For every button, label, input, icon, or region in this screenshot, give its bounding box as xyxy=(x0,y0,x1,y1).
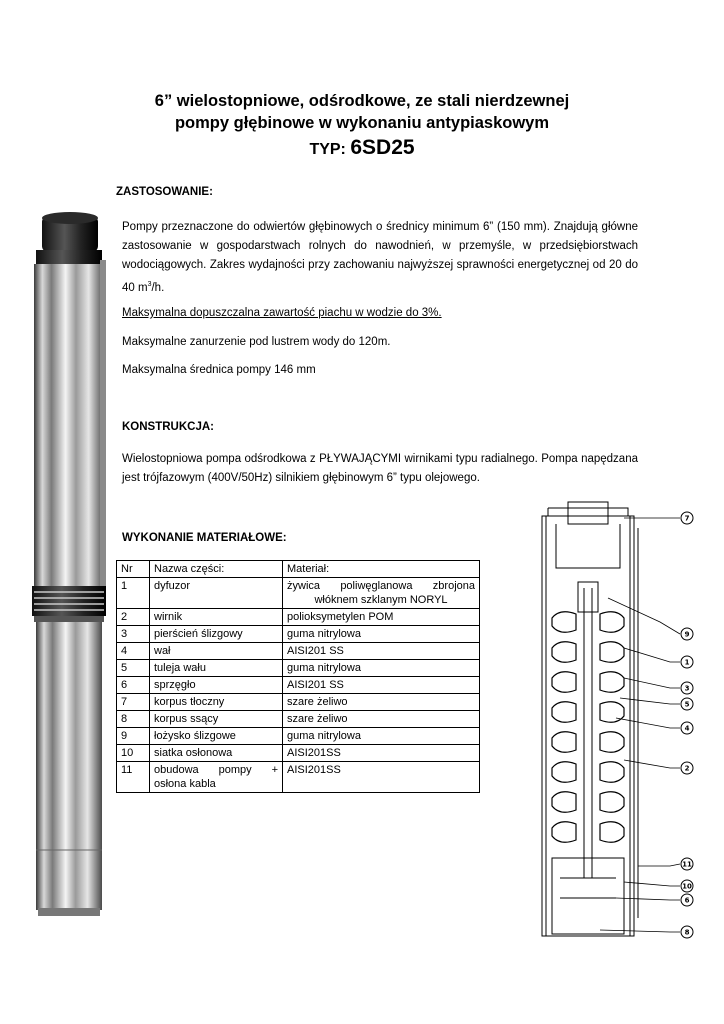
row-part-name: wirnik xyxy=(150,609,283,626)
row-nr: 2 xyxy=(117,609,150,626)
row-material: szare żeliwo xyxy=(283,711,480,728)
row-part-name-line-1: obudowa pompy + xyxy=(154,764,278,776)
title-line-1: 6” wielostopniowe, odśrodkowe, ze stali nierdzewnej xyxy=(154,92,570,110)
row-part-name: tuleja wału xyxy=(150,660,283,677)
materials-table xyxy=(116,560,480,793)
table-row xyxy=(117,626,480,643)
pump-photo xyxy=(28,210,118,930)
callout-3: 3 xyxy=(684,684,690,693)
table-row xyxy=(117,694,480,711)
row-part-name: sprzęgło xyxy=(150,677,283,694)
row-nr: 8 xyxy=(117,711,150,728)
row-nr: 6 xyxy=(117,677,150,694)
row-part-name: wał xyxy=(150,643,283,660)
row-part-name-line-2: osłona kabla xyxy=(154,778,216,790)
sand-content-note: Maksymalna dopuszczalna zawartość piachu w wodzie do 3%. xyxy=(122,307,442,319)
callout-7: 7 xyxy=(684,514,690,523)
row-material: AISI201SS xyxy=(283,745,480,762)
callout-4: 4 xyxy=(684,724,690,733)
materials-heading: WYKONANIE MATERIAŁOWE: xyxy=(122,532,287,544)
row-material: guma nitrylowa xyxy=(283,626,480,643)
header-part-name: Nazwa części: xyxy=(150,561,283,578)
row-material: AISI201 SS xyxy=(283,643,480,660)
callout-1: 1 xyxy=(684,658,690,667)
callout-5: 5 xyxy=(684,700,690,709)
max-diameter-note: Maksymalna średnica pompy 146 mm xyxy=(122,364,316,376)
zastosowanie-heading: ZASTOSOWANIE: xyxy=(116,186,213,198)
table-row xyxy=(117,762,480,793)
zastosowanie-text: Pompy przeznaczone do odwiertów głębinowych o średnicy minimum 6” (150 mm). Znajdują główne zastosowanie w gospodarstwach rolnych do nawodnień, w przemyśle, w przedsiębiorstwach wodociągowych. Zakres wydajności przy zachowaniu najwyższej sprawności energetycznej od 20 do 40 m xyxy=(122,221,638,294)
konstrukcja-paragraph: Wielostopniowa pompa odśrodkowa z PŁYWAJĄCYMI wirnikami typu radialnego. Pompa napędzana jest trójfazowym (400V/50Hz) silnikiem głębinowym 6” typu olejowego. xyxy=(122,453,638,484)
row-nr: 9 xyxy=(117,728,150,745)
unit-tail: /h. xyxy=(151,281,165,294)
row-part-name: dyfuzor xyxy=(150,578,283,609)
pump-type xyxy=(0,136,724,160)
row-material: guma nitrylowa xyxy=(283,728,480,745)
table-row xyxy=(117,728,480,745)
unit-superscript: 3 xyxy=(147,281,152,288)
title-line-2: pompy głębinowe w wykonaniu antypiaskowym xyxy=(174,114,550,132)
row-nr: 11 xyxy=(117,762,150,793)
row-part-name: łożysko ślizgowe xyxy=(150,728,283,745)
row-material: AISI201 SS xyxy=(283,677,480,694)
row-material-line-1: żywica poliwęglanowa zbrojona xyxy=(287,580,475,592)
header-material: Materiał: xyxy=(283,561,480,578)
table-header-row xyxy=(117,561,480,578)
table-row xyxy=(117,745,480,762)
row-nr: 5 xyxy=(117,660,150,677)
callout-6: 6 xyxy=(684,896,690,905)
row-nr: 4 xyxy=(117,643,150,660)
max-depth-note: Maksymalne zanurzenie pod lustrem wody do 120m. xyxy=(122,336,391,348)
row-material: szare żeliwo xyxy=(283,694,480,711)
table-row xyxy=(117,711,480,728)
row-material-line-2: włóknem szklanym NORYL xyxy=(314,594,448,606)
pump-cross-section-diagram xyxy=(520,498,710,948)
row-nr: 7 xyxy=(117,694,150,711)
table-row xyxy=(117,643,480,660)
row-material: guma nitrylowa xyxy=(283,660,480,677)
header-nr: Nr xyxy=(117,561,150,578)
callout-10: 10 xyxy=(682,882,692,891)
row-part-name: siatka osłonowa xyxy=(150,745,283,762)
type-value: 6SD25 xyxy=(350,136,415,159)
callout-9: 9 xyxy=(684,630,690,639)
type-label: TYP: xyxy=(309,141,346,158)
row-nr: 3 xyxy=(117,626,150,643)
row-material: AISI201SS xyxy=(283,762,480,793)
table-row xyxy=(117,578,480,609)
row-part-name: pierścień ślizgowy xyxy=(150,626,283,643)
table-row xyxy=(117,609,480,626)
callout-2: 2 xyxy=(684,764,690,773)
row-part-name: korpus ssący xyxy=(150,711,283,728)
konstrukcja-heading: KONSTRUKCJA: xyxy=(122,421,214,433)
table-row xyxy=(117,660,480,677)
row-nr: 1 xyxy=(117,578,150,609)
callout-11: 11 xyxy=(682,860,692,869)
table-row xyxy=(117,677,480,694)
row-material: polioksymetylen POM xyxy=(283,609,480,626)
callout-8: 8 xyxy=(684,928,690,937)
row-nr: 10 xyxy=(117,745,150,762)
row-part-name: korpus tłoczny xyxy=(150,694,283,711)
row-part-name xyxy=(150,762,283,793)
zastosowanie-paragraph xyxy=(122,218,638,298)
row-material xyxy=(283,578,480,609)
